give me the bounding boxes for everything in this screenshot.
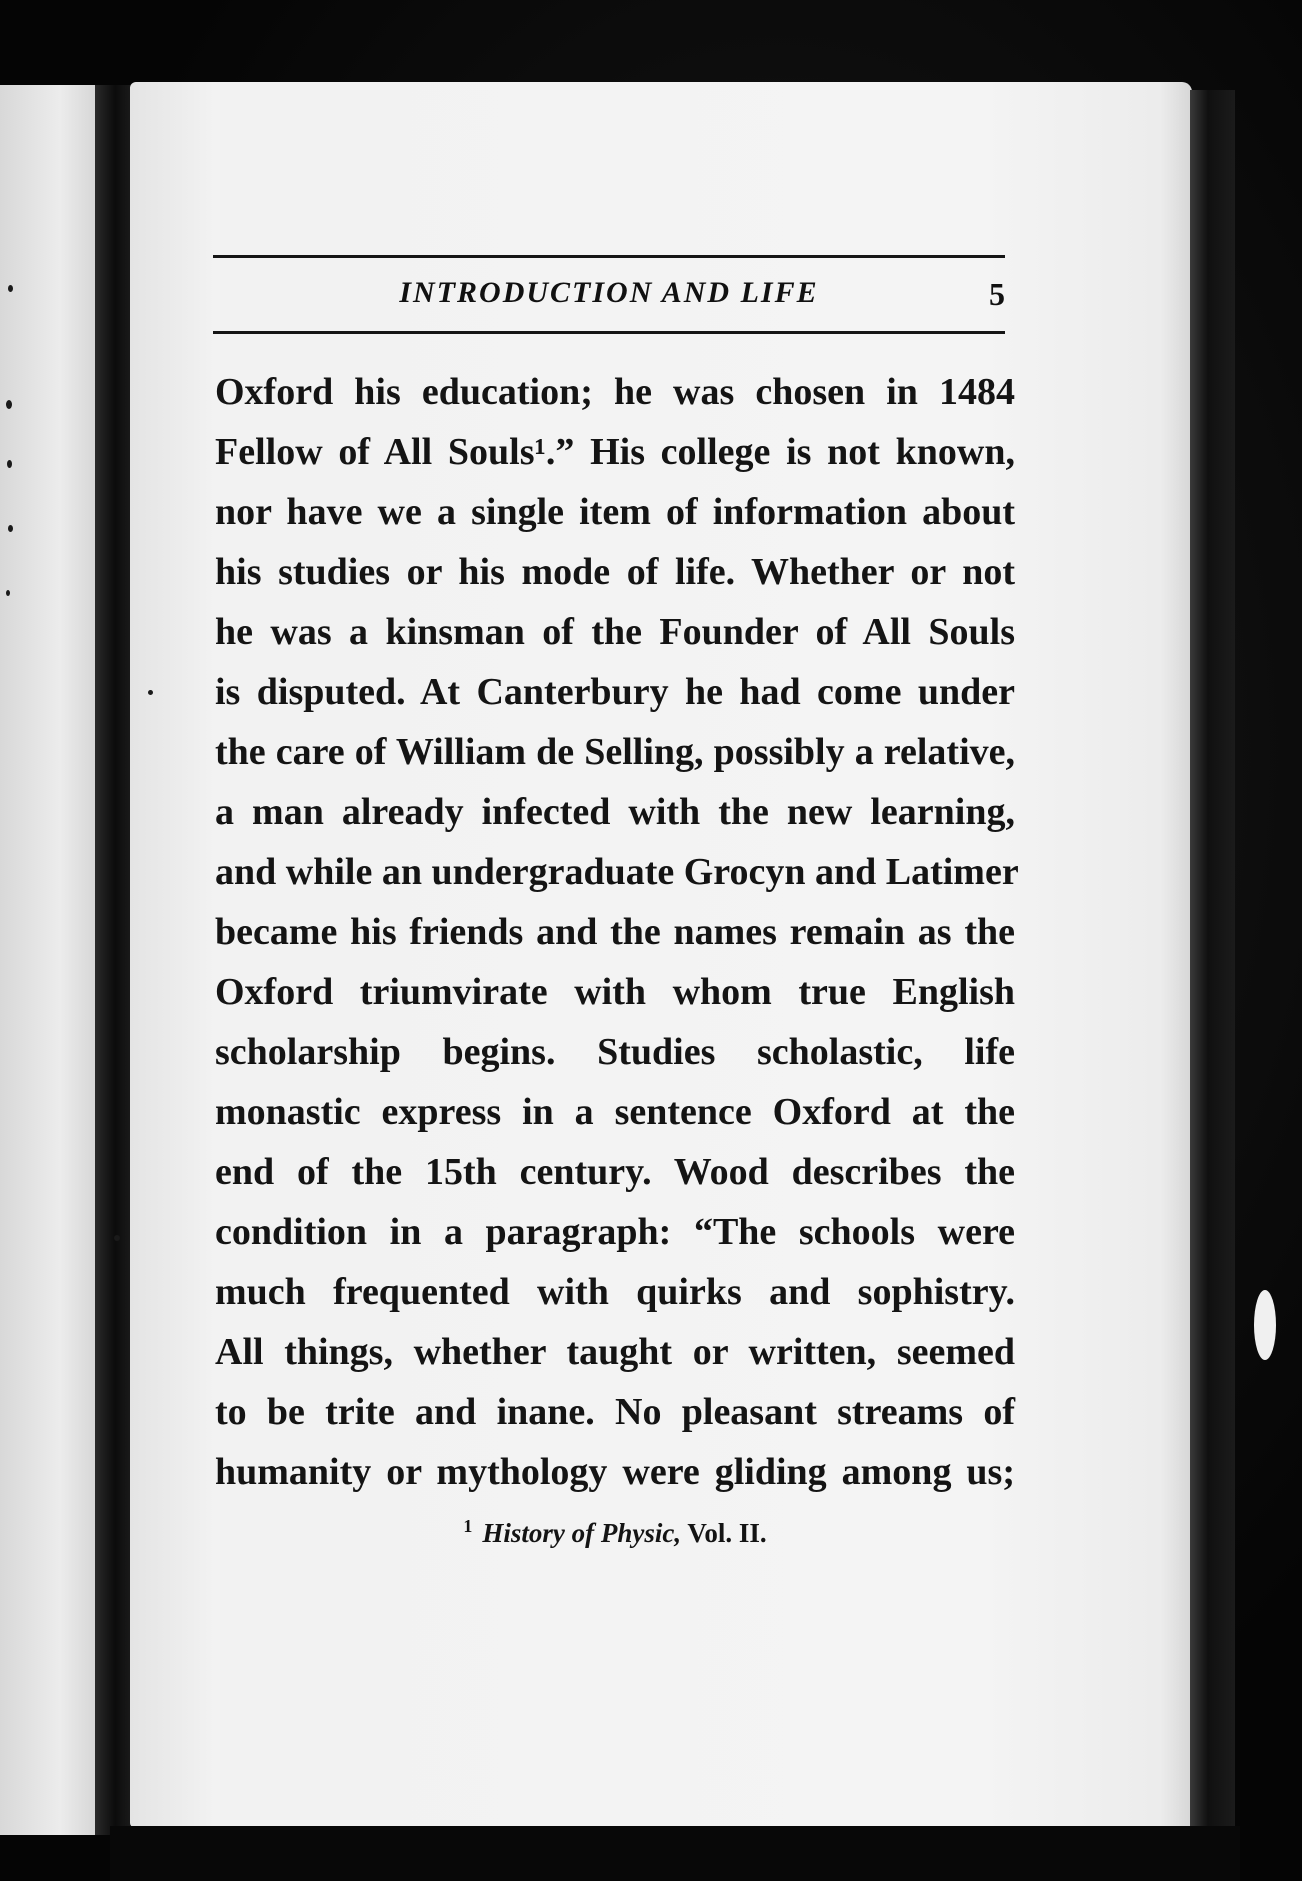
footnote-title: History of Physic, — [482, 1518, 682, 1548]
text-line: nor have we a single item of information about — [215, 491, 1015, 533]
text-line: is disputed. At Canterbury he had come under — [215, 671, 1015, 713]
footnote-marker: 1 — [463, 1516, 473, 1536]
book-gutter-shadow — [95, 85, 135, 1835]
text-line: and while an undergraduate Grocyn and Latimer — [215, 851, 1019, 893]
text-line: condition in a paragraph: “The schools were — [215, 1211, 1015, 1253]
text-line: became his friends and the names remain as the — [215, 911, 1015, 953]
page-edge-shadow — [1190, 90, 1235, 1830]
text-line: a man already infected with the new learning, — [215, 791, 1015, 833]
footnote — [215, 1516, 1015, 1549]
text-line: monastic express in a sentence Oxford at the — [215, 1091, 1015, 1133]
header-rule-top — [213, 255, 1005, 258]
body-text — [215, 362, 1019, 1502]
scan-speck — [7, 460, 12, 468]
text-line: Oxford his education; he was chosen in 1484 — [215, 371, 1015, 413]
scan-speck — [114, 1235, 120, 1241]
scan-speck — [6, 590, 10, 596]
text-line: his studies or his mode of life. Whether or not — [215, 551, 1015, 593]
footnote-volume: Vol. II. — [687, 1518, 767, 1548]
text-line: Fellow of All Souls¹.” His college is not known, — [215, 431, 1015, 473]
text-line: humanity or mythology were gliding among us; — [215, 1451, 1015, 1493]
scan-speck — [8, 285, 13, 292]
text-line: much frequented with quirks and sophistry. — [215, 1271, 1015, 1313]
text-line: the care of William de Selling, possibly a relative, — [215, 731, 1015, 773]
text-line: end of the 15th century. Wood describes the — [215, 1151, 1015, 1193]
scan-speck — [6, 400, 12, 409]
text-line: scholarship begins. Studies scholastic, life — [215, 1031, 1015, 1073]
text-line: he was a kinsman of the Founder of All Souls — [215, 611, 1015, 653]
page-bottom-shadow — [110, 1826, 1240, 1881]
adjacent-page-edge — [0, 85, 100, 1835]
scan-speck — [148, 690, 153, 695]
scan-speck — [8, 525, 13, 532]
text-line: All things, whether taught or written, seemed — [215, 1331, 1015, 1373]
scan-artifact — [1254, 1290, 1276, 1360]
running-title: INTRODUCTION AND LIFE — [399, 276, 819, 309]
text-line: to be trite and inane. No pleasant streams of — [215, 1391, 1015, 1433]
header-rule-bottom — [213, 331, 1005, 334]
text-line: Oxford triumvirate with whom true English — [215, 971, 1015, 1013]
running-header — [213, 276, 1005, 320]
page-number: 5 — [989, 276, 1005, 312]
